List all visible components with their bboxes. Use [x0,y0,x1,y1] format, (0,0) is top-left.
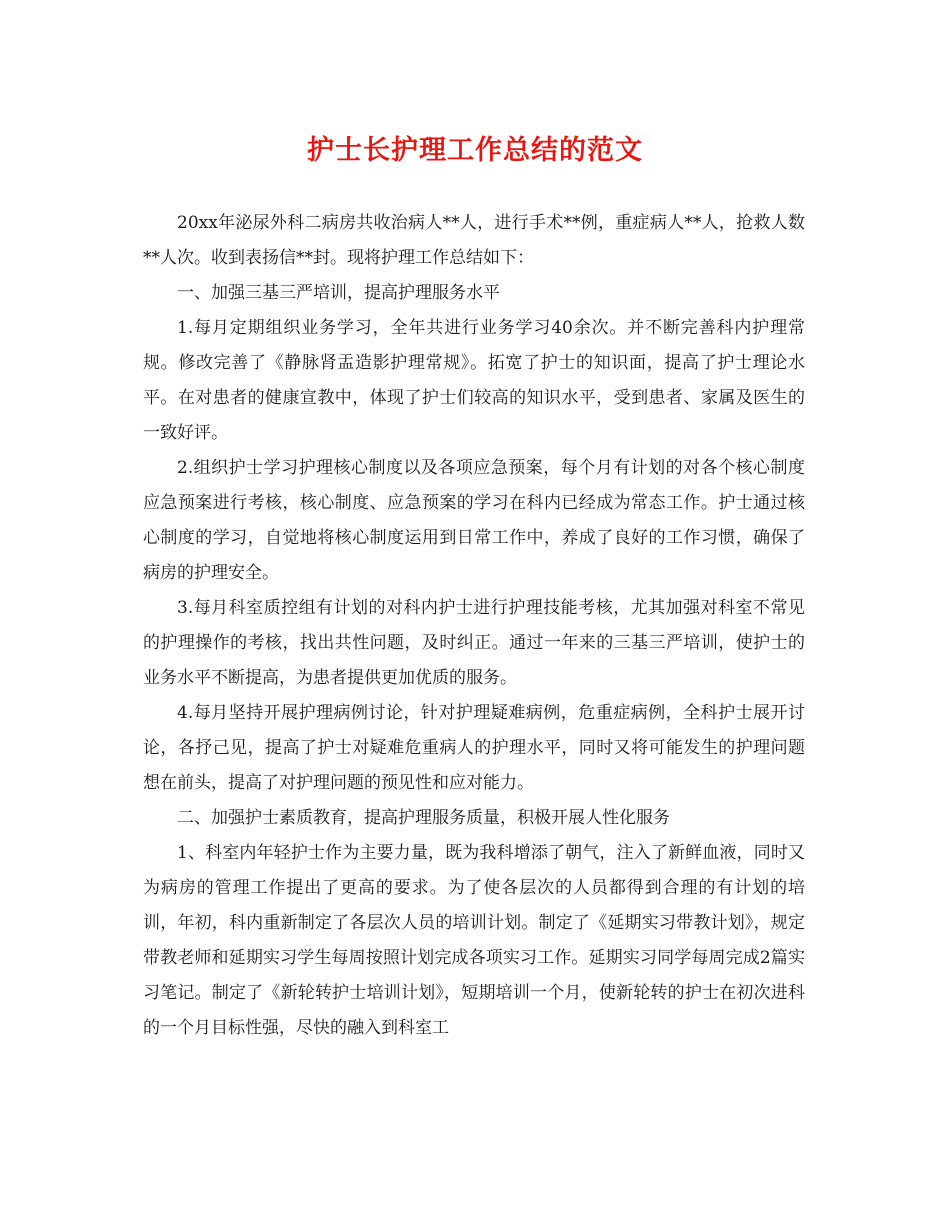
document-body [143,206,805,1046]
page-title: 护士长护理工作总结的范文 [307,135,643,166]
paragraph-1-2: 2.组织护士学习护理核心制度以及各项应急预案，每个月有计划的对各个核心制度应急预案进行考核，核心制度、应急预案的学习在科内已经成为常态工作。护士通过核心制度的学习，自觉地将核心制度运用到日常工作中，养成了良好的工作习惯，确保了病房的护理安全。 [143,458,805,583]
section-heading-2: 二、加强护士素质教育，提高护理服务质量，积极开展人性化服务 [177,808,670,828]
paragraph-1-1: 1.每月定期组织业务学习，全年共进行业务学习40余次。并不断完善科内护理常规。修改完善了《静脉肾盂造影护理常规》。拓宽了护士的知识面，提高了护士理论水平。在对患者的健康宣教中，体现了护士们较高的知识水平，受到患者、家属及医生的一致好评。 [143,318,805,443]
paragraph-2-1: 1、科室内年轻护士作为主要力量，既为我科增添了朝气，注入了新鲜血液，同时又为病房的管理工作提出了更高的要求。为了使各层次的人员都得到合理的有计划的培训，年初，科内重新制定了各层次人员的培训计划。制定了《延期实习带教计划》，规定带教老师和延期实习学生每周按照计划完成各项实习工作。延期实习同学每周完成2篇实习笔记。制定了《新轮转护士培训计划》，短期培训一个月，使新轮转的护士在初次进科的一个月目标性强，尽快的融入到科室工 [143,843,805,1038]
paragraph-intro: 20xx年泌尿外科二病房共收治病人**人，进行手术**例，重症病人**人，抢救人数**人次。收到表扬信**封。现将护理工作总结如下： [143,213,805,268]
paragraph-1-3: 3.每月科室质控组有计划的对科内护士进行护理技能考核，尤其加强对科室不常见的护理操作的考核，找出共性问题，及时纠正。通过一年来的三基三严培训，使护士的业务水平不断提高，为患者提供更加优质的服务。 [143,598,805,688]
paragraph-1-4: 4.每月坚持开展护理病例讨论，针对护理疑难病例，危重症病例，全科护士展开讨论，各抒己见，提高了护士对疑难危重病人的护理水平，同时又将可能发生的护理问题想在前头，提高了对护理问题的预见性和应对能力。 [143,703,805,793]
section-heading-1: 一、加强三基三严培训，提高护理服务水平 [177,283,500,303]
